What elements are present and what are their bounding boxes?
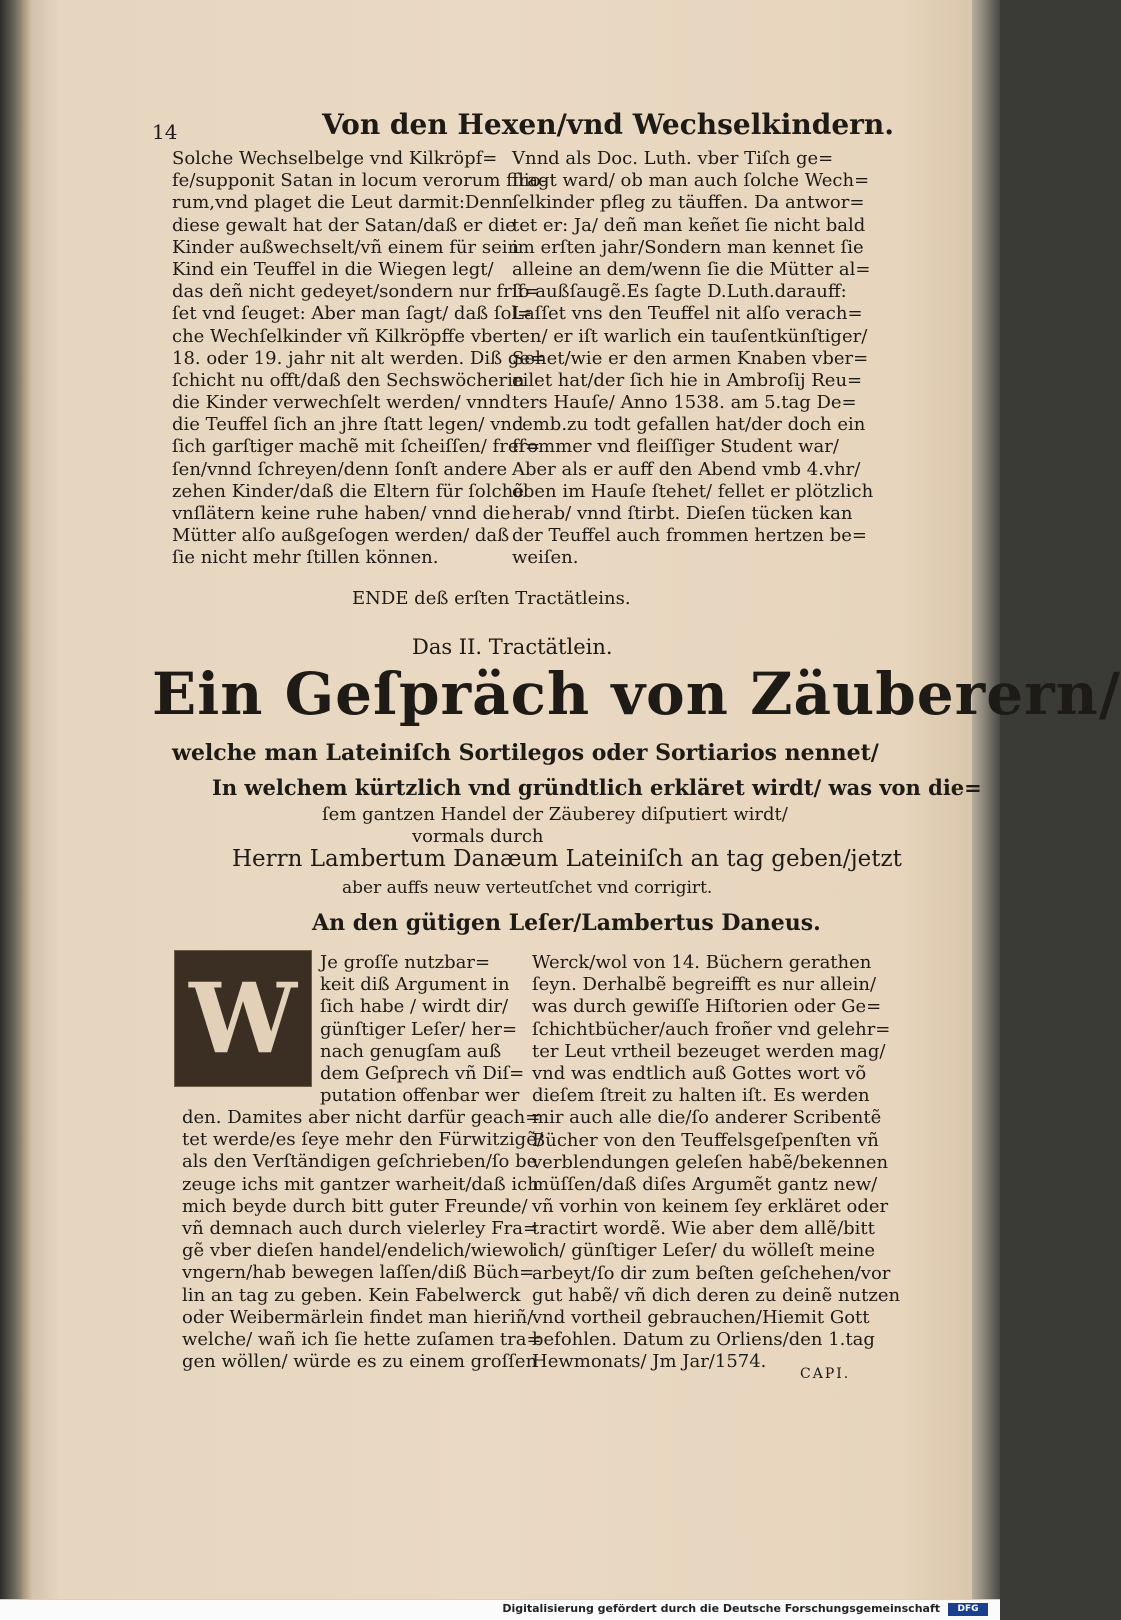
text-line: ſet vnd ſeuget: Aber man ſagt/ daß ſol= [172,303,533,325]
column-bottom-indent [320,952,524,1107]
digitization-footer [0,1599,1000,1620]
text-line: was durch gewiſſe Hiſtorien oder Ge= [532,996,882,1018]
text-line: im erſten jahr/Sondern man kennet ſie [512,236,864,258]
text-line: ſen/vnnd ſchreyen/denn ſonſt andere [172,458,508,480]
text-line: Laſſet vns den Teuffel nit alſo verach= [512,303,863,325]
text-line: ich/ günſtiger Leſer/ du wölleſt meine [532,1240,875,1262]
text-line: Solche Wechselbelge vnd Kilkröpf= [172,148,498,169]
running-head: Von den Hexen/vnd Wechselkindern. [322,108,894,141]
text-line: befohlen. Datum zu Orliens/den 1.tag [532,1329,875,1351]
text-line: Werck/wol von 14. Büchern gerathen [532,952,872,973]
subtitle-line: ſem gantzen Handel der Zäuberey diſputiert wirdt/ [322,804,788,825]
decorated-initial [174,950,312,1087]
text-line: ſich garſtiger machẽ mit ſcheiſſen/ freſ= [172,436,541,458]
text-line: putation offenbar wer [320,1085,520,1107]
catchword: CAPI. [800,1366,851,1382]
text-line: vnd vortheil gebrauchen/Hiemit Gott [532,1307,870,1328]
text-line: die Kinder verwechſelt werden/ vnnd [172,392,512,414]
subtitle-line: Herrn Lambertum Danæum Lateiniſch an tag geben/jetzt [232,846,902,872]
text-line: Kinder außwechselt/vñ einem für sein [172,236,520,258]
text-line: das deñ nicht gedeyet/sondern nur friſ= [172,281,540,303]
initial-letter: W [189,962,297,1075]
text-line: zehen Kinder/daß die Eltern für ſolchẽ [172,480,524,502]
text-line: Aber als er auff den Abend vmb 4.vhr/ [512,458,861,480]
page-number: 14 [152,120,178,144]
tract-heading: Das II. Tractätlein. [412,635,613,659]
text-line: ſeyn. Derhalbẽ begreifft es nur allein/ [532,974,877,996]
text-line: keit diß Argument in [320,974,510,996]
text-line: Mütter alſo außgeſogen werden/ daß [172,525,510,547]
text-line: ſo außſaugẽ.Es ſagte D.Luth.darauff: [512,281,847,303]
text-line: arbeyt/ſo dir zum beſten geſchehen/vor [532,1262,891,1284]
text-line: oder Weibermärlein findet man hieriñ/ [182,1306,534,1328]
text-line: welche/ wañ ich ſie hette zuſamen tra= [182,1328,542,1350]
text-line: Je groſſe nutzbar= [320,952,491,973]
column-bottom-left [182,1107,543,1373]
text-line: ſich habe / wirdt dir/ [320,996,509,1018]
text-line: ſie nicht mehr ſtillen können. [172,547,439,569]
subtitle-line: aber auffs neuw verteutſchet vnd corrigirt. [342,878,713,898]
footer-text: Digitalisierung gefördert durch die Deutsche Forschungsgemeinschaft [502,1602,940,1615]
text-line: mich beyde durch bitt guter Freunde/ [182,1195,528,1217]
text-line: als den Verſtändigen geſchrieben/ſo be [182,1151,538,1173]
text-line: ters Hauſe/ Anno 1538. am 5.tag De= [512,392,857,414]
text-line: gẽ vber dieſen handel/endelich/wiewol [182,1240,535,1262]
text-line: che Wechſelkinder vñ Kilkröpffe vber [172,325,512,347]
text-line: den. Damites aber nicht darfür geach= [182,1107,541,1128]
text-line: Vnnd als Doc. Luth. vber Tiſch ge= [512,148,834,169]
dedication-heading: An den gütigen Leſer/Lambertus Daneus. [312,910,821,936]
text-line: alleine an dem/wenn ſie die Mütter al= [512,258,871,280]
text-line: lin an tag zu geben. Kein Fabelwerck [182,1284,521,1306]
text-line: vñ vorhin von keinem ſey erkläret oder [532,1196,889,1218]
text-line: verblendungen geleſen habẽ/bekennen [532,1151,889,1173]
text-line: fragt ward/ ob man auch ſolche Wech= [512,170,870,192]
text-line: vñ demnach auch durch vielerley Fra= [182,1217,539,1239]
text-line: diese gewalt hat der Satan/daß er die [172,214,516,236]
text-line: rum,vnd plaget die Leut darmit:Denn [172,192,514,214]
text-line: müſſen/daß diſes Argumẽt gantz new/ [532,1173,878,1195]
page-crease-shadow [22,0,32,1600]
text-line: tet er: Ja/ deñ man keñet ſie nicht bald [512,214,866,236]
text-line: weiſen. [512,547,579,569]
text-line: dieſem ſtreit zu halten iſt. Es werden [532,1085,870,1107]
column-bottom-right [532,952,900,1374]
subtitle-line: welche man Lateiniſch Sortilegos oder Sortiarios nennet/ [172,740,879,766]
text-line: dem Geſprech vñ Diſ= [320,1062,525,1084]
text-line: Sehet/wie er den armen Knaben vber= [512,347,869,369]
main-title: Ein Geſpräch von Zäuberern/ [152,660,1121,728]
text-line: tractirt wordẽ. Wie aber dem allẽ/bitt [532,1218,875,1240]
subtitle-line: In welchem kürtzlich vnd gründtlich erkläret wirdt/ was von die= [212,775,982,800]
text-line: ſchichtbücher/auch froñer vnd gelehr= [532,1018,891,1040]
text-line: mir auch alle die/ſo anderer Scribentẽ [532,1107,882,1129]
text-line: vnd was endtlich auß Gottes wort võ [532,1062,867,1084]
text-line: Hewmonats/ Jm Jar/1574. [532,1351,767,1373]
text-line: Kind ein Teuffel in die Wiegen legt/ [172,258,494,280]
text-line: die Teuffel ſich an jhre ſtatt legen/ vnd [172,414,524,436]
text-line: nach genugſam auß [320,1040,502,1062]
text-line: günſtiger Leſer/ her= [320,1018,518,1040]
text-line: cemb.zu todt gefallen hat/der doch ein [512,414,866,436]
text-line: herab/ vnnd ſtirbt. Dieſen tücken kan [512,503,853,524]
text-line: ten/ er iſt warlich ein tauſentkünſtiger/ [512,325,868,347]
text-line: vnſlätern keine ruhe haben/ vnnd die [172,503,511,524]
text-line: fe/supponit Satan in locum verorum filio- [172,170,547,192]
text-line: zeuge ichs mit gantzer warheit/daß ich [182,1173,539,1195]
text-line: frommer vnd fleiſſiger Student war/ [512,436,839,458]
text-line: ſchicht nu offt/daß den Sechswöcherin [172,369,525,391]
text-line: eilet hat/der ſich hie in Ambroſij Reu= [512,369,863,391]
text-line: vngern/hab bewegen laſſen/diß Büch= [182,1262,535,1284]
finis-line: ENDE deß erſten Tractätleins. [352,588,631,609]
text-line: Bücher von den Teuffelsgeſpenſten vñ [532,1129,879,1151]
column-top-left [172,148,547,570]
text-line: gen wöllen/ würde es zu einem groſſen [182,1351,538,1373]
text-line: 18. oder 19. jahr nit alt werden. Diß ge= [172,347,546,369]
column-top-right [512,148,873,570]
text-line: ſelkinder pfleg zu täuffen. Da antwor= [512,192,865,214]
dfg-logo-icon: DFG [948,1603,988,1616]
text-line: der Teuffel auch frommen hertzen be= [512,525,867,547]
subtitle-line: vormals durch [412,826,544,847]
text-line: tet werde/es ſeye mehr den Fürwitzigẽ/ [182,1129,543,1151]
text-line: gut habẽ/ vñ dich deren zu deinẽ nutzen [532,1284,901,1306]
scanned-page [22,0,1121,1600]
text-line: oben im Hauſe ſtehet/ fellet er plötzlich [512,480,874,502]
text-line: ter Leut vrtheil bezeuget werden mag/ [532,1040,886,1062]
